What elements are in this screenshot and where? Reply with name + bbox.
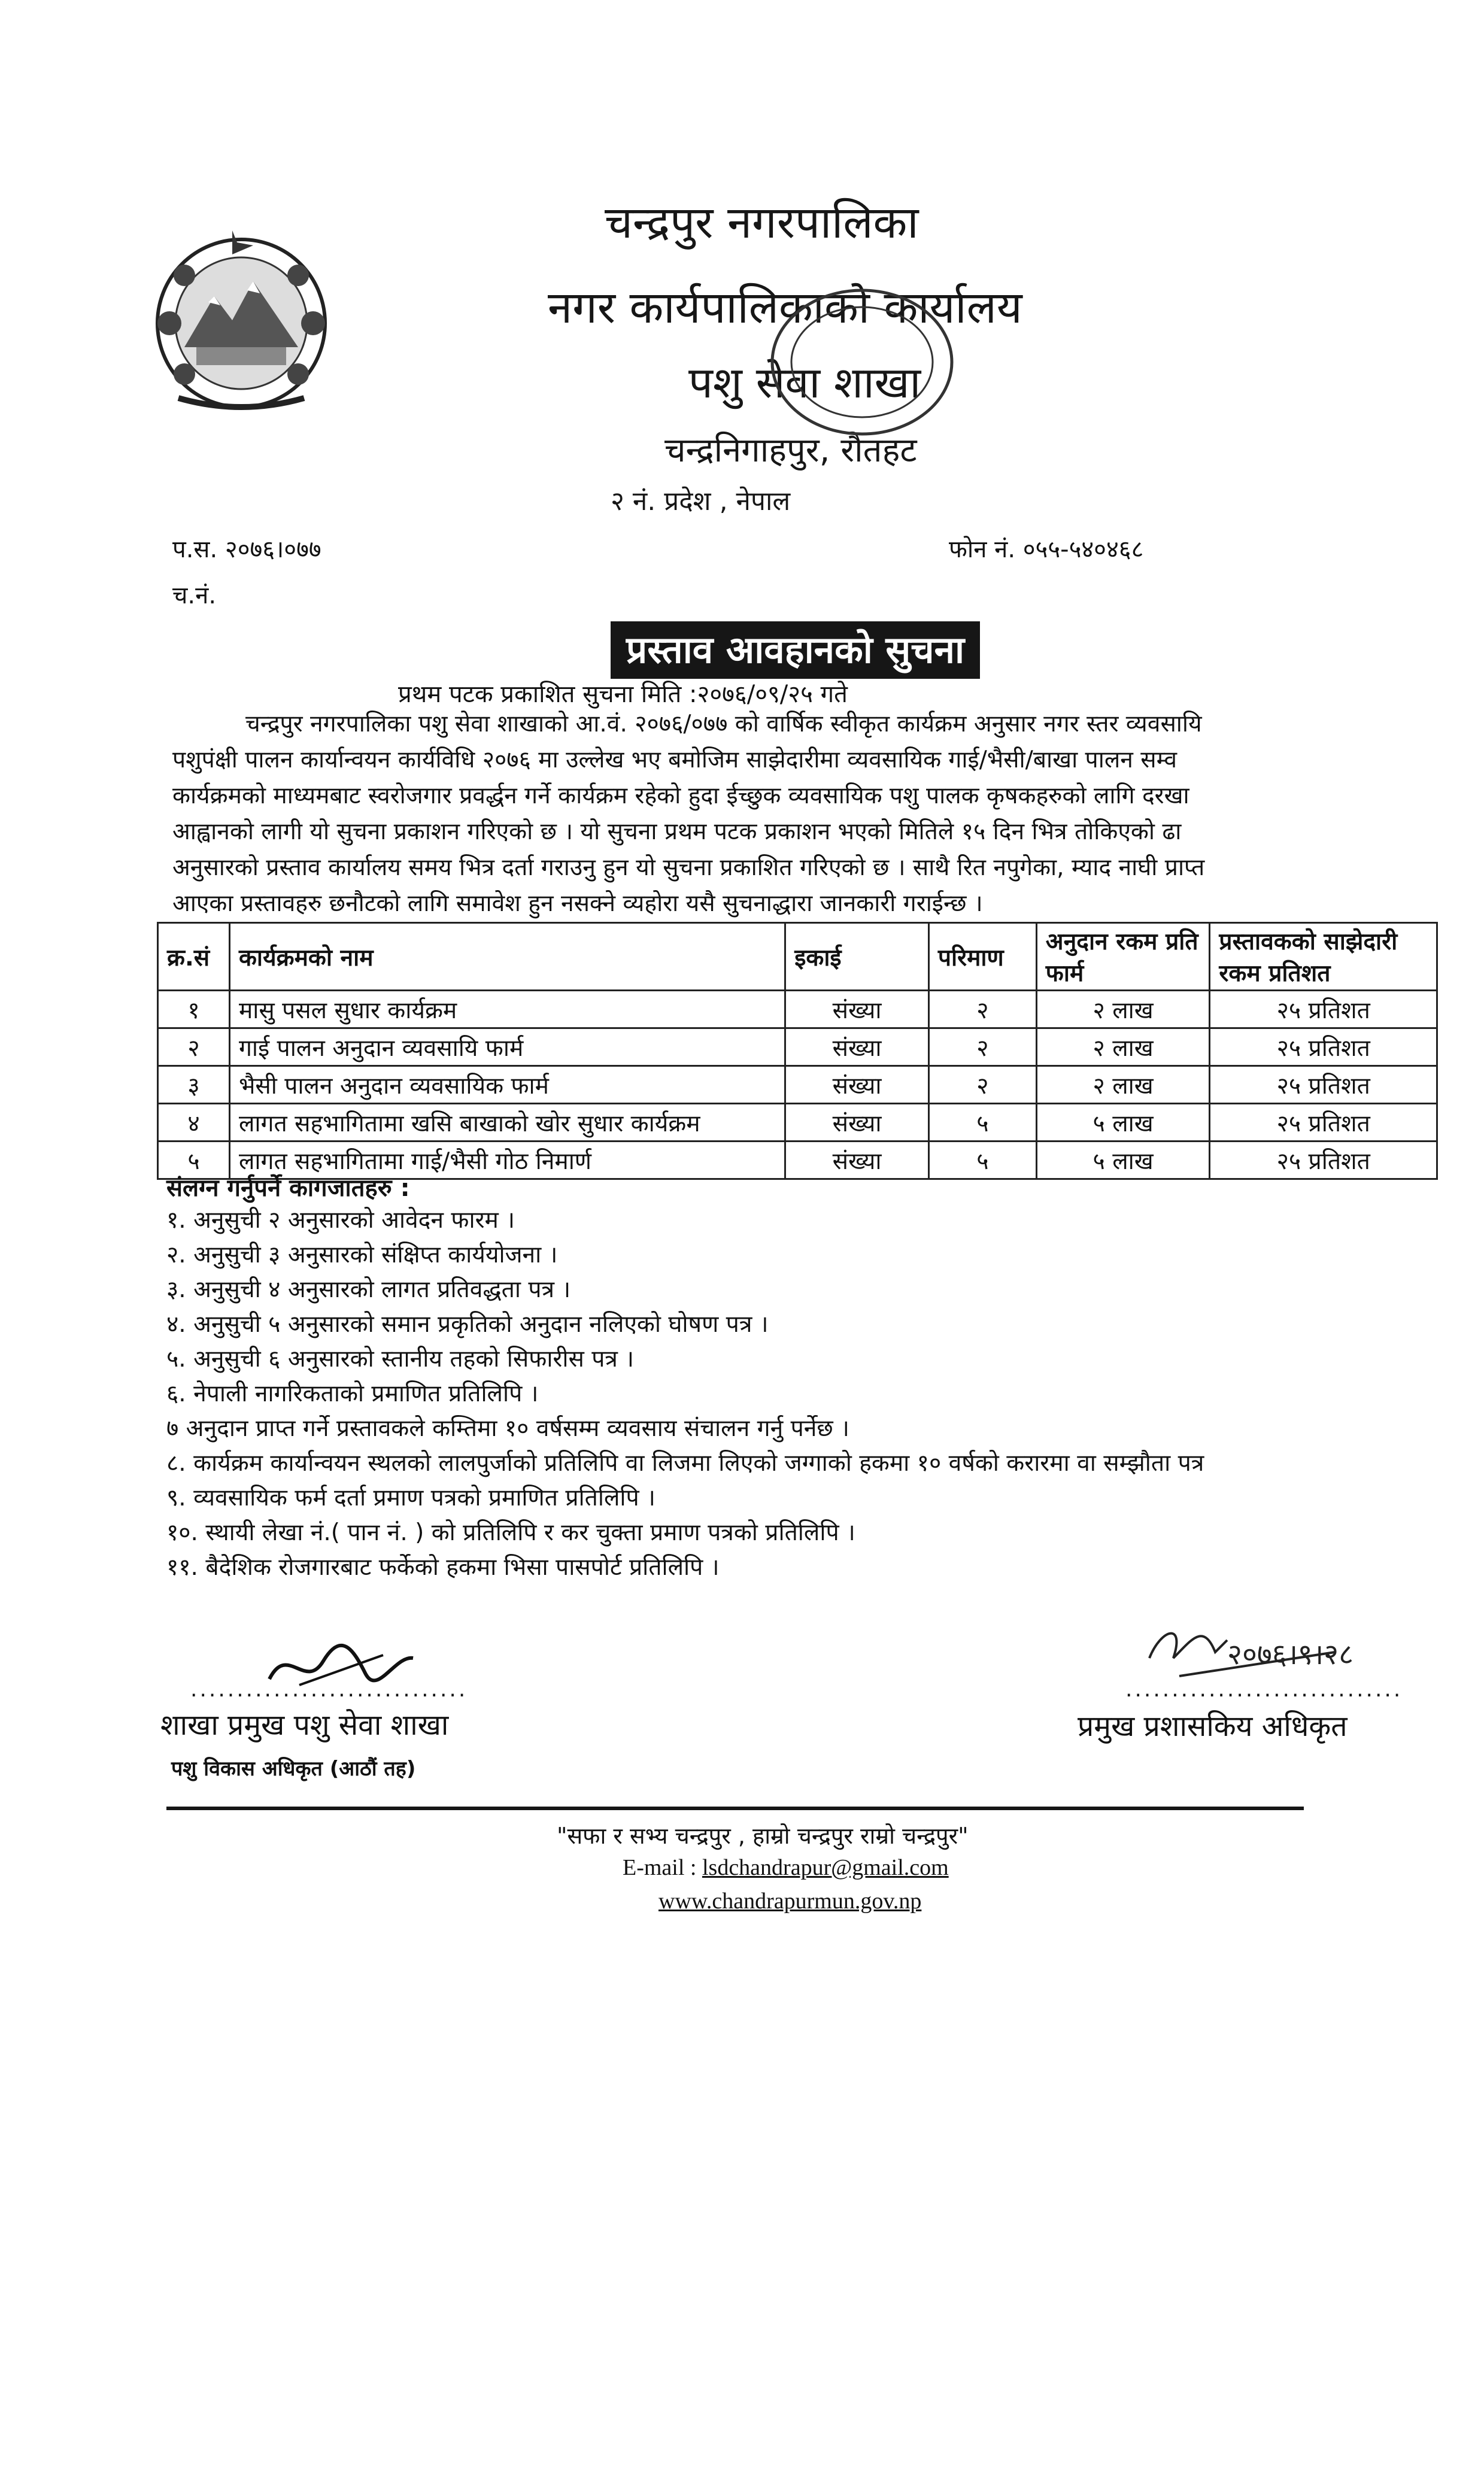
municipality-name: चन्द्रपुर नगरपालिका — [605, 197, 919, 248]
attachment-item: ४. अनुसुची ५ अनुसारको समान प्रकृतिको अनुदान नलिएको घोषण पत्र । — [166, 1311, 769, 1338]
attachment-item: १. अनुसुची २ अनुसारको आवेदन फारम । — [166, 1207, 515, 1234]
attachment-item: ३. अनुसुची ४ अनुसारको लागत प्रतिवद्धता पत्र । — [166, 1276, 571, 1303]
province-line: २ नं. प्रदेश , नेपाल — [611, 486, 791, 517]
cell-unit: संख्या — [785, 1142, 929, 1179]
cell-sn: २ — [158, 1028, 230, 1066]
cell-program: गाई पालन अनुदान व्यवसायि फार्म — [229, 1028, 785, 1066]
cell-share: २५ प्रतिशत — [1210, 1142, 1437, 1179]
cell-sn: ३ — [158, 1066, 230, 1104]
cell-grant: २ लाख — [1036, 1028, 1210, 1066]
notice-paragraph-line: कार्यक्रमको माध्यमबाट स्वरोजगार प्रवर्द्धन गर्ने कार्यक्रम रहेको हुदा ईच्छुक व्यवसायिक पशु पालक कृषकहरुको लागि दरखा — [172, 782, 1189, 809]
signature-line: .............................. — [190, 1677, 468, 1702]
cell-sn: ४ — [158, 1104, 230, 1142]
cell-unit: संख्या — [785, 991, 929, 1028]
cell-quantity: २ — [928, 1028, 1036, 1066]
signature-scribble-icon — [1137, 1604, 1377, 1688]
footer-website-link[interactable]: www.chandrapurmun.gov.np — [658, 1889, 922, 1914]
cell-quantity: ५ — [928, 1104, 1036, 1142]
cell-program: मासु पसल सुधार कार्यक्रम — [229, 991, 785, 1028]
col-header-quantity: परिमाण — [928, 923, 1036, 991]
attachment-item: १०. स्थायी लेखा नं.( पान नं. ) को प्रतिलिपि र कर चुक्ता प्रमाण पत्रको प्रतिलिपि । — [166, 1519, 855, 1546]
cell-unit: संख्या — [785, 1028, 929, 1066]
attachment-item: ७ अनुदान प्राप्त गर्ने प्रस्तावकले कम्तिमा १० वर्षसम्म व्यवसाय संचालन गर्नु पर्नेछ । — [166, 1415, 849, 1442]
table-row — [158, 1104, 1437, 1142]
cell-quantity: २ — [928, 991, 1036, 1028]
cell-share: २५ प्रतिशत — [1210, 1028, 1437, 1066]
office-location: चन्द्रनिगाहपुर, रौतहट — [664, 431, 917, 470]
footer-divider — [166, 1807, 1304, 1810]
section-name: पशु सेवा शाखा — [688, 357, 921, 408]
cell-unit: संख्या — [785, 1066, 929, 1104]
attachment-item: २. अनुसुची ३ अनुसारको संक्षिप्त कार्ययोजना । — [166, 1241, 558, 1268]
col-header-sn: क्र.सं — [158, 923, 230, 991]
email-label: E-mail : — [623, 1855, 702, 1880]
email-link[interactable]: lsdchandrapur@gmail.com — [702, 1855, 949, 1880]
col-header-program: कार्यक्रमको नाम — [229, 923, 785, 991]
table-row — [158, 991, 1437, 1028]
notice-paragraph-line: चन्द्रपुर नगरपालिका पशु सेवा शाखाको आ.वं. २०७६/०७७ को वार्षिक स्वीकृत कार्यक्रम अनुसार नगर स्तर व्यवसायि — [245, 711, 1202, 737]
cell-program: लागत सहभागितामा खसि बाखाको खोर सुधार कार्यक्रम — [229, 1104, 785, 1142]
cell-sn: ५ — [158, 1142, 230, 1179]
cell-grant: २ लाख — [1036, 991, 1210, 1028]
signature-line: .............................. — [1125, 1677, 1403, 1702]
attachment-item: ५. अनुसुची ६ अनुसारको स्तानीय तहको सिफारीस पत्र । — [166, 1346, 635, 1373]
dispatch-number: च.नं. — [172, 582, 217, 609]
cell-grant: ५ लाख — [1036, 1142, 1210, 1179]
cell-unit: संख्या — [785, 1104, 929, 1142]
cell-share: २५ प्रतिशत — [1210, 1104, 1437, 1142]
cell-quantity: २ — [928, 1066, 1036, 1104]
notice-paragraph-line: आह्वानको लागी यो सुचना प्रकाशन गरिएको छ । यो सुचना प्रथम पटक प्रकाशन भएको मितिले १५ दिन भित्र तोकिएको ढा — [172, 818, 1182, 845]
attachments-heading: संलग्न गर्नुपर्ने कागजातहरु : — [166, 1174, 410, 1202]
cell-grant: २ लाख — [1036, 1066, 1210, 1104]
cell-quantity: ५ — [928, 1142, 1036, 1179]
attachment-item: ११. बैदेशिक रोजगारबाट फर्केको हकमा भिसा पासपोर्ट प्रतिलिपि । — [166, 1554, 720, 1581]
col-header-unit: इकाई — [785, 923, 929, 991]
phone-number: फोन नं. ०५५-५४०४६८ — [949, 536, 1144, 563]
cell-program: भैसी पालन अनुदान व्यवसायिक फार्म — [229, 1066, 785, 1104]
nepal-emblem-icon — [142, 218, 340, 416]
cell-share: २५ प्रतिशत — [1210, 1066, 1437, 1104]
notice-paragraph-line: पशुपंक्षी पालन कार्यान्वयन कार्यविधि २०७६ मा उल्लेख भए बमोजिम साझेदारीमा व्यवसायिक गाई/भैसी/बाखा पालन सम्व — [172, 746, 1178, 773]
signatory-right-title: प्रमुख प्रशासकिय अधिकृत — [1078, 1710, 1348, 1743]
reference-number: प.स. २०७६।०७७ — [172, 536, 321, 563]
signatory-left-title: शाखा प्रमुख पशु सेवा शाखा — [160, 1708, 449, 1742]
office-stamp-icon — [766, 281, 958, 443]
cell-grant: ५ लाख — [1036, 1104, 1210, 1142]
col-header-grant: अनुदान रकम प्रति फार्म — [1036, 923, 1210, 991]
table-header-row — [158, 923, 1437, 991]
program-table — [157, 922, 1438, 1180]
attachment-item: ६. नेपाली नागरिकताको प्रमाणित प्रतिलिपि । — [166, 1380, 539, 1407]
cell-share: २५ प्रतिशत — [1210, 991, 1437, 1028]
footer-slogan: "सफा र सभ्य चन्द्रपुर , हाम्रो चन्द्रपुर राम्रो चन्द्रपुर" — [557, 1823, 969, 1849]
office-name: नगर कार्यपालिकाको कार्यालय — [548, 282, 1022, 333]
cell-sn: १ — [158, 991, 230, 1028]
notice-paragraph-line: अनुसारको प्रस्ताव कार्यालय समय भित्र दर्ता गराउनु हुन यो सुचना प्रकाशित गरिएको छ । साथै रित नपुगेका, म्याद नाघी प्राप्त — [172, 854, 1205, 881]
signature-date: २०७६।९।२८ — [1227, 1638, 1354, 1671]
cell-program: लागत सहभागितामा गाई/भैसी गोठ निमार्ण — [229, 1142, 785, 1179]
footer-email — [623, 1854, 949, 1881]
notice-title: प्रस्ताव आवहानको सुचना — [611, 621, 980, 679]
table-row — [158, 1066, 1437, 1104]
signatory-left-subtitle: पशु विकास अधिकृत (आठौं तह) — [171, 1757, 416, 1781]
attachment-item: ९. व्यवसायिक फर्म दर्ता प्रमाण पत्रको प्रमाणित प्रतिलिपि । — [166, 1485, 655, 1511]
publish-date: प्रथम पटक प्रकाशित सुचना मिति :२०७६/०९/२५ गते — [398, 681, 848, 708]
notice-paragraph-line: आएका प्रस्तावहरु छनौटको लागि समावेश हुन नसक्ने व्यहोरा यसै सुचनाद्धारा जानकारी गराईन्छ । — [172, 890, 983, 917]
col-header-share: प्रस्तावकको साझेदारी रकम प्रतिशत — [1210, 923, 1437, 991]
attachment-item: ८. कार्यक्रम कार्यान्वयन स्थलको लालपुर्जाको प्रतिलिपि वा लिजमा लिएको जग्गाको हकमा १० वर्षको करारमा वा सम्झौता पत्र — [166, 1450, 1204, 1477]
table-row — [158, 1028, 1437, 1066]
